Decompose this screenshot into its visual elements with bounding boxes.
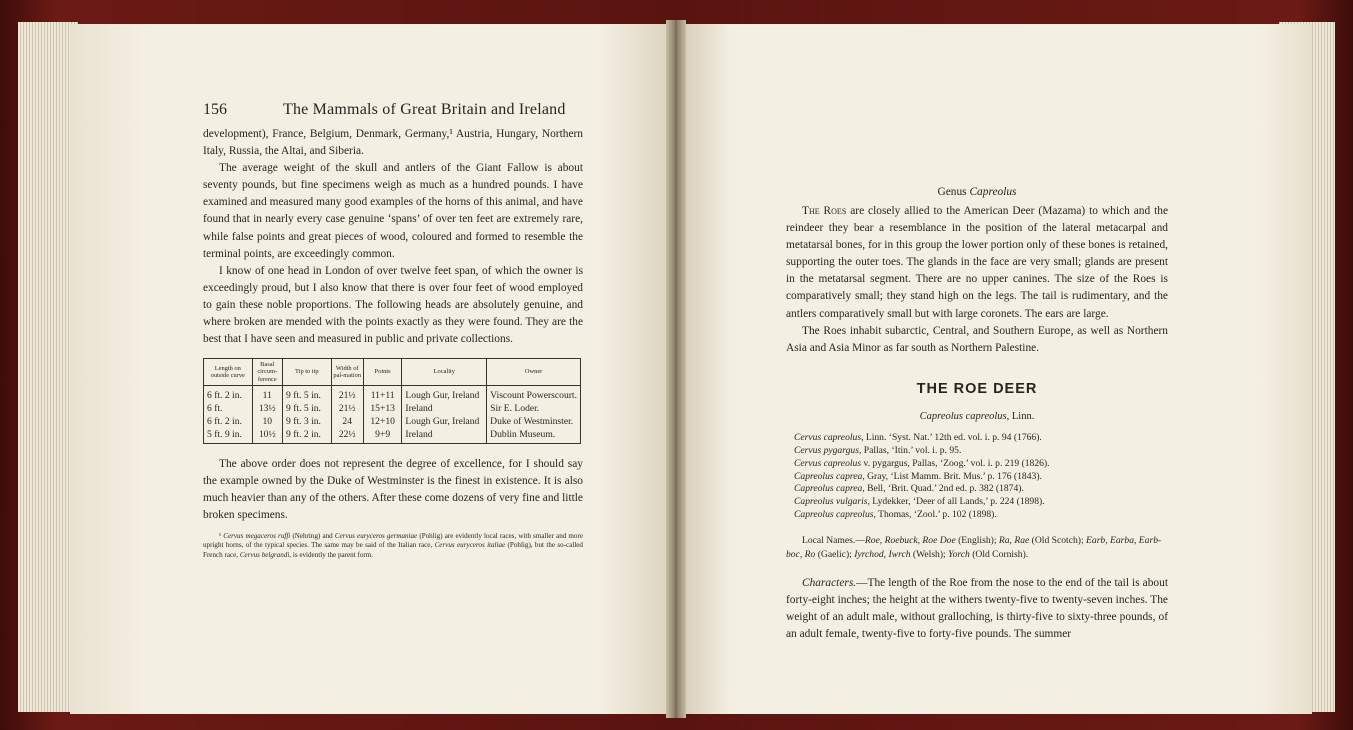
genus-name: Capreolus bbox=[969, 186, 1017, 198]
left-text-column bbox=[203, 126, 583, 560]
synonym-entry bbox=[794, 496, 1168, 509]
table-cell: Ireland bbox=[402, 428, 487, 444]
table-header-row bbox=[204, 359, 581, 386]
synonymy-list bbox=[786, 432, 1168, 522]
antler-table bbox=[203, 358, 581, 444]
table-row bbox=[204, 428, 581, 444]
synonym-name: Capreolus caprea bbox=[794, 470, 863, 482]
table-cell: 22½ bbox=[331, 428, 363, 444]
paragraph: development), France, Belgium, Denmark, Germany,¹ Austria, Hungary, Northern Italy, Russia, the Altai, and Siberia. bbox=[203, 128, 583, 158]
synonym-ref: , Linn. ‘Syst. Nat.’ 12th ed. vol. i. p. 94 (1766). bbox=[861, 431, 1042, 443]
table-cell: 21½ bbox=[331, 402, 363, 415]
synonym-name: Cervus pygargus bbox=[794, 444, 859, 456]
synonym-name: Capreolus caprea bbox=[794, 483, 863, 495]
table-cell: 21½ bbox=[331, 385, 363, 402]
table-cell: Ireland bbox=[402, 402, 487, 415]
synonym-ref: , Pallas, ‘Itin.’ vol. i. p. 95. bbox=[858, 444, 962, 456]
paragraph: I know of one head in London of over twelve feet span, of which the owner is exceedingly proud, but I also know that there is over four feet of wood employed to gain these noble proportions. The following heads are absolutely genuine, and where broken are mended with the points exactly as they were found. They are the best that I have seen and measured in public and private collections. bbox=[203, 264, 583, 346]
characters-lead: Characters. bbox=[802, 577, 857, 589]
col-header: Tip to tip bbox=[283, 359, 332, 386]
synonym-ref: v. pygargus, Pallas, ‘Zoog.’ vol. i. p. 219 (1826). bbox=[861, 457, 1050, 469]
synonym-ref: , Lydekker, ‘Deer of all Lands,’ p. 224 (1898). bbox=[867, 496, 1045, 508]
synonym-entry bbox=[794, 509, 1168, 522]
local-name-lang: (Gaelic); bbox=[815, 548, 855, 560]
local-name: Iyrchod, Iwrch bbox=[854, 548, 911, 560]
paragraph bbox=[786, 203, 1168, 323]
table-cell: 9 ft. 5 in. bbox=[283, 385, 332, 402]
table-cell: Sir E. Loder. bbox=[487, 402, 581, 415]
footnote bbox=[203, 532, 583, 560]
table-cell: 5 ft. 9 in. bbox=[204, 428, 253, 444]
page-edges-left bbox=[18, 22, 78, 712]
synonym-name: Cervus capreolus bbox=[794, 431, 862, 443]
table-cell: 11 bbox=[252, 385, 283, 402]
table-cell: Duke of Westminster. bbox=[487, 415, 581, 428]
synonym-entry bbox=[794, 445, 1168, 458]
synonym-entry bbox=[794, 432, 1168, 445]
synonym-ref: , Gray, ‘List Mamm. Brit. Mus.’ p. 176 (1843). bbox=[862, 470, 1042, 482]
local-name: Yorch bbox=[948, 548, 970, 560]
table-cell: Dublin Museum. bbox=[487, 428, 581, 444]
page-number: 156 bbox=[203, 101, 227, 118]
synonym-ref: , Thomas, ‘Zool.’ p. 102 (1898). bbox=[873, 509, 997, 521]
table-cell: 10 bbox=[252, 415, 283, 428]
synonym-name: Capreolus vulgaris bbox=[794, 496, 868, 508]
genus-heading bbox=[786, 186, 1168, 198]
species-name: Capreolus capreolus bbox=[919, 410, 1007, 422]
table-cell: 11+11 bbox=[363, 385, 402, 402]
paragraph-text: are closely allied to the American Deer (Mazama) to which and the reindeer they bear a resemblance in the position of the lateral metacarpal and metatarsal bones, for in this group the lower portion only of these bones is retained, supporting the outer toes. The glands in the face are very small; glands are present in the metatarsal segment. There are no upper canines. The size of the Roes is comparatively small; they stand high on the legs. The tail is rudimentary, and the antlers comparatively small but with large coronets. The ears are large. bbox=[786, 205, 1169, 320]
section-title: THE ROE DEER bbox=[916, 380, 1038, 397]
table-row bbox=[204, 402, 581, 415]
col-header: Length on outside curve bbox=[204, 359, 253, 386]
right-text-column bbox=[786, 186, 1168, 643]
local-name: Roe, Roebuck, Roe Doe bbox=[864, 535, 956, 547]
table-cell: 9 ft. 2 in. bbox=[283, 428, 332, 444]
footnote-text: (Nehring) and bbox=[290, 532, 335, 541]
paragraph-text: —The length of the Roe from the nose to the end of the tail is about forty-eight inches; the height at the withers twenty-five to twenty-seven inches. The weight of an adult male, without gralloching, is thirty-five to sixty-three pounds, of an adult female, twenty-five to forty-five pounds. The summer bbox=[786, 577, 1168, 641]
table-cell: 24 bbox=[331, 415, 363, 428]
local-name: Ra, Rae bbox=[998, 535, 1030, 547]
col-header: Owner bbox=[487, 359, 581, 386]
species-heading bbox=[786, 411, 1168, 422]
table-cell: 6 ft. bbox=[204, 402, 253, 415]
synonym-entry bbox=[794, 483, 1168, 496]
col-header: Width of pal-mation bbox=[331, 359, 363, 386]
footnote-taxon: Cervus euryceros germaniae bbox=[334, 532, 418, 541]
table-cell: 9 ft. 3 in. bbox=[283, 415, 332, 428]
footnote-taxon: Cervus euryceros italiae bbox=[434, 541, 506, 550]
paragraph: The Roes inhabit subarctic, Central, and Southern Europe, as well as Northern Asia and Asia Minor as far south as Northern Palestine. bbox=[786, 324, 1168, 354]
table-row bbox=[204, 415, 581, 428]
col-header: Basal circum-ference bbox=[252, 359, 283, 386]
local-name-lang: (English); bbox=[955, 535, 999, 547]
table-cell: 6 ft. 2 in. bbox=[204, 415, 253, 428]
table-cell: 6 ft. 2 in. bbox=[204, 385, 253, 402]
local-name-lang: (Welsh); bbox=[910, 548, 949, 560]
synonym-entry bbox=[794, 471, 1168, 484]
local-names bbox=[786, 534, 1168, 561]
footnote-text: (Pohlig) are evidently local races, with smaller and more upright horns, of the typical species. The same may be said of the Italian race, bbox=[203, 532, 583, 550]
local-name-lang: (Old Scotch); bbox=[1029, 535, 1087, 547]
local-name: Earb, Earba, Earb-boc, Ro bbox=[786, 535, 1162, 560]
synonym-entry bbox=[794, 458, 1168, 471]
table-cell: 15+13 bbox=[363, 402, 402, 415]
synonym-name: Capreolus capreolus bbox=[794, 509, 874, 521]
table-cell: 13½ bbox=[252, 402, 283, 415]
paragraph: The above order does not represent the degree of excellence, for I should say the example owned by the Duke of Westminster is the finest in existence. It is also much heavier than any of the others. After these come dozens of very fine and little broken specimens. bbox=[203, 457, 583, 522]
col-header: Locality bbox=[402, 359, 487, 386]
footnote-taxon: Cervus megaceros ruffi bbox=[223, 532, 291, 541]
table-cell: 10½ bbox=[252, 428, 283, 444]
intro-lead: The Roes bbox=[802, 205, 847, 217]
book-gutter bbox=[666, 20, 686, 718]
synonym-ref: , Bell, ‘Brit. Quad.’ 2nd ed. p. 382 (1874). bbox=[862, 483, 1024, 495]
characters-paragraph bbox=[786, 575, 1168, 643]
footnote-text: (Pohlig), but the so-called French race, bbox=[203, 541, 583, 559]
local-names-lead: Local Names.— bbox=[802, 535, 865, 547]
local-name-lang: (Old Cornish). bbox=[969, 548, 1029, 560]
col-header: Points bbox=[363, 359, 402, 386]
table-cell: 9+9 bbox=[363, 428, 402, 444]
table-cell: Viscount Powerscourt. bbox=[487, 385, 581, 402]
running-head-title: The Mammals of Great Britain and Ireland bbox=[283, 101, 566, 118]
paragraph: The average weight of the skull and antlers of the Giant Fallow is about seventy pounds, but fine specimens weigh as much as a hundred pounds. I have examined and measured many good examples of the horns of this animal, and have found that in nearly every case genuine ‘spans’ of over ten feet are extremely rare, while false points and great pieces of wood, coloured and formed to resemble the terminal points, are exceedingly common. bbox=[203, 162, 583, 260]
footnote-text: , is evidently the parent form. bbox=[289, 550, 374, 559]
table-cell: 12+10 bbox=[363, 415, 402, 428]
species-author: , Linn. bbox=[1006, 410, 1035, 422]
table-cell: Lough Gur, Ireland bbox=[402, 415, 487, 428]
table-row bbox=[204, 385, 581, 402]
footnote-taxon: Cervus belgrandi bbox=[239, 550, 290, 559]
synonym-name: Cervus capreolus bbox=[794, 457, 862, 469]
table-cell: 9 ft. 5 in. bbox=[283, 402, 332, 415]
table-cell: Lough Gur, Ireland bbox=[402, 385, 487, 402]
genus-label: Genus bbox=[937, 186, 970, 198]
footnote-mark: ¹ bbox=[219, 532, 222, 541]
